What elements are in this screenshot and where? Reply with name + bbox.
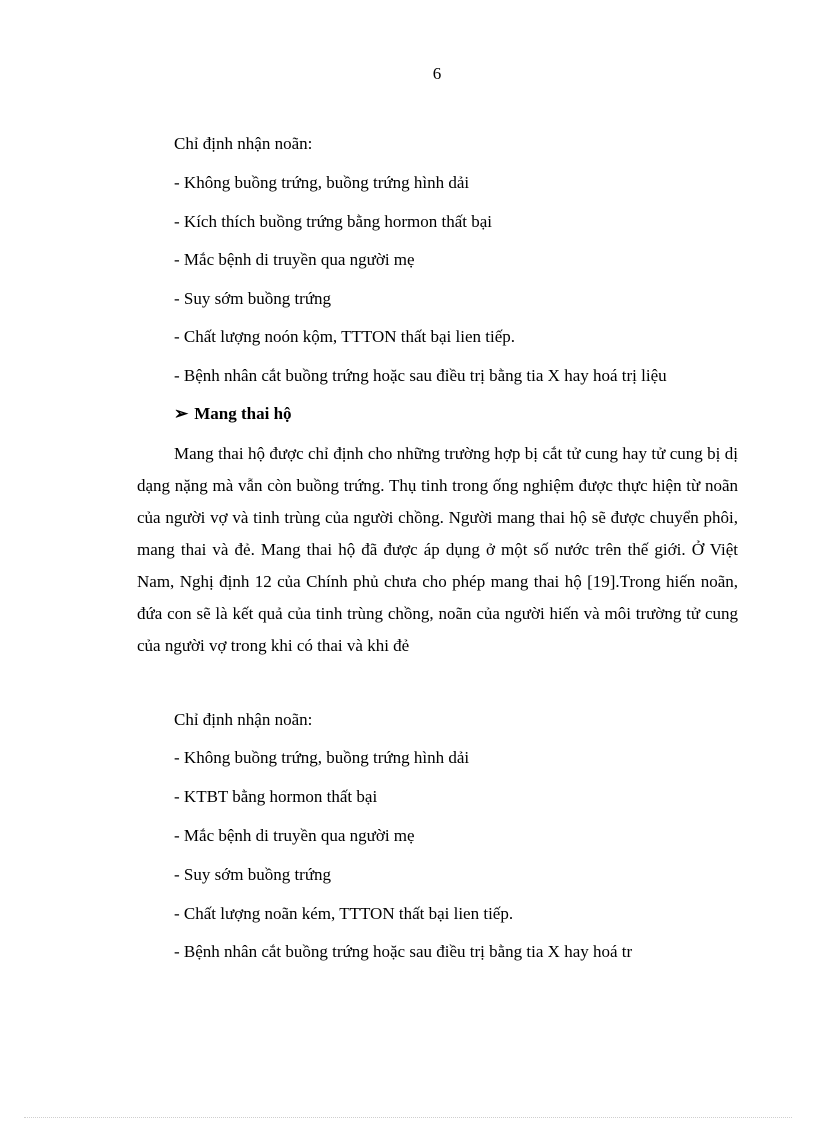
page-number: 6 <box>432 64 442 83</box>
section1-item: - Chất lượng noón kộm, TTTON thất bại lien tiếp. <box>174 327 516 346</box>
section1-item: - Không buồng trứng, buồng trứng hình dải <box>174 173 470 192</box>
section2-item: - Chất lượng noãn kém, TTTON thất bại lien tiếp. <box>174 904 514 923</box>
arrow-bullet-icon: ➢ <box>174 404 189 423</box>
section2-item: - Bệnh nhân cắt buồng trứng hoặc sau điều trị bằng tia X hay hoá tr <box>174 942 633 961</box>
footer-divider <box>24 1117 792 1118</box>
section1-item: - Mắc bệnh di truyền qua người mẹ <box>174 250 415 269</box>
section2-item: - Mắc bệnh di truyền qua người mẹ <box>174 826 415 845</box>
section1-item: - Suy sớm buồng trứng <box>174 289 332 308</box>
section1-item: - Kích thích buồng trứng bằng hormon thất bại <box>174 212 492 231</box>
section2-item: - Suy sớm buồng trứng <box>174 865 332 884</box>
body-paragraph: Mang thai hộ được chỉ định cho những trường hợp bị cắt tử cung hay tử cung bị dị dạng nặng mà vẫn còn buồng trứng. Thụ tinh trong ống nghiệm được thực hiện từ noãn của người vợ và tinh trùng của người chồng. Người mang thai hộ sẽ được chuyển phôi, mang thai và đẻ. Mang thai hộ đã được áp dụng ở một số nước trên thế giới. Ở Việt Nam, Nghị định 12 của Chính phủ chưa cho phép mang thai hộ [19].Trong hiến noãn, đứa con sẽ là kết quả của tinh trùng chồng, noãn của người hiến và môi trường tử cung của người vợ trong khi có thai và khi đẻ <box>137 444 738 655</box>
section2-item: - Không buồng trứng, buồng trứng hình dải <box>174 748 470 767</box>
section-heading <box>174 403 292 425</box>
section2-item: - KTBT bằng hormon thất bại <box>174 787 378 806</box>
section1-title: Chỉ định nhận noãn: <box>174 134 313 153</box>
heading-text: Mang thai hộ <box>194 404 292 423</box>
section1-item: - Bệnh nhân cắt buồng trứng hoặc sau điều trị bằng tia X hay hoá trị liệu <box>174 366 667 385</box>
section2-title: Chỉ định nhận noãn: <box>174 710 313 729</box>
